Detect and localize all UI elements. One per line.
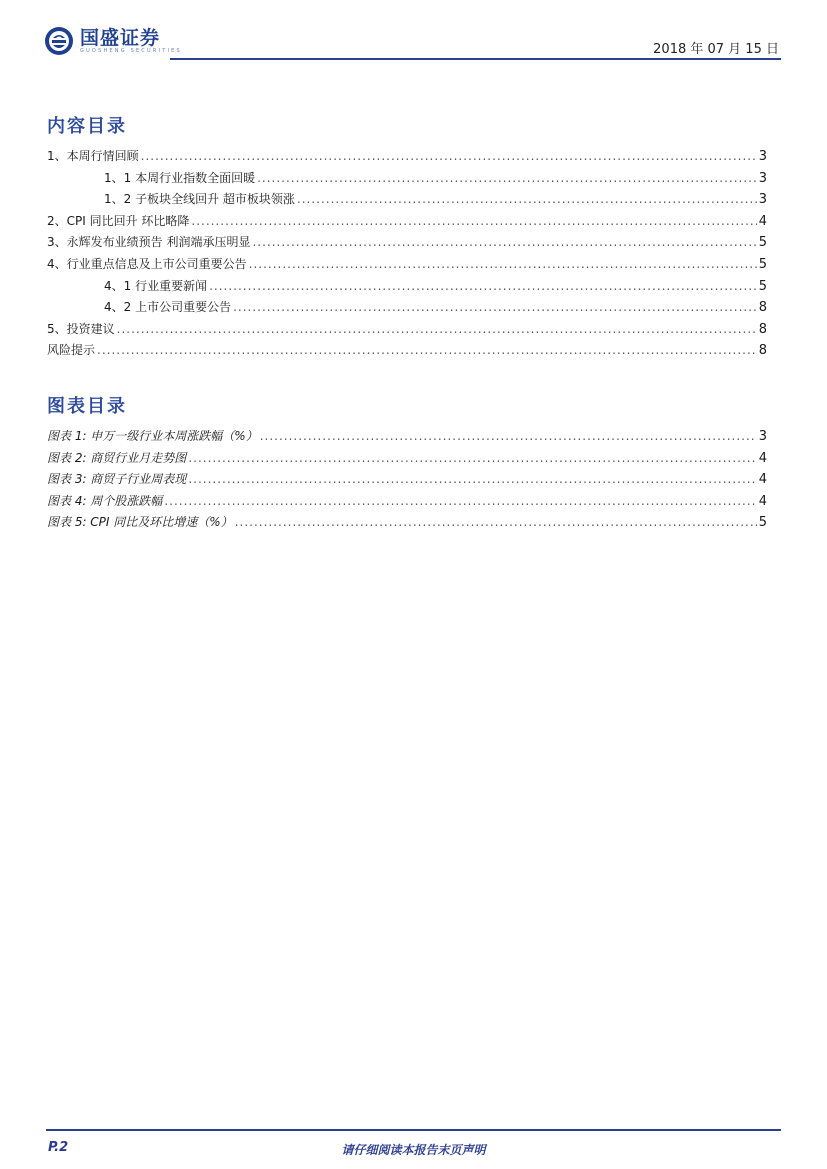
toc-entry-page-number: 3: [758, 170, 767, 186]
toc-entry[interactable]: [47, 277, 767, 299]
figure-entry[interactable]: [47, 492, 767, 514]
dot-leader: [233, 300, 757, 314]
contents-list: [47, 147, 767, 363]
dot-leader: [252, 235, 756, 249]
report-date: 2018 年 07 月 15 日: [653, 42, 779, 57]
guosheng-logo-icon: [44, 26, 74, 56]
figure-entry-label: 图表 3: 商贸子行业周表现: [47, 472, 187, 487]
contents-title: 内容目录: [47, 116, 127, 137]
toc-entry-label: 4、1 行业重要新闻: [104, 278, 208, 293]
toc-entry[interactable]: [47, 147, 767, 169]
company-logo: [44, 26, 182, 56]
disclaimer-note: 请仔细阅读本报告末页声明: [341, 1143, 486, 1157]
figure-entry-page-number: 4: [758, 450, 767, 466]
figure-entry[interactable]: [47, 449, 767, 471]
toc-entry[interactable]: [47, 255, 767, 277]
toc-entry[interactable]: [47, 320, 767, 342]
toc-entry-label: 1、1 本周行业指数全面回暖: [104, 170, 256, 185]
figure-entry-page-number: 5: [758, 515, 767, 531]
footer-divider: [46, 1129, 781, 1131]
figures-list: [47, 427, 767, 535]
dot-leader: [117, 322, 757, 336]
figures-title: 图表目录: [47, 396, 127, 417]
dot-leader: [188, 451, 756, 465]
toc-entry-label: 2、CPI 同比回升 环比略降: [47, 213, 190, 228]
dot-leader: [97, 343, 757, 357]
figure-entry-label: 图表 1: 申万一级行业本周涨跌幅（%）: [47, 429, 258, 443]
toc-entry-label: 风险提示: [47, 343, 96, 358]
dot-leader: [257, 171, 757, 185]
dot-leader: [235, 515, 757, 529]
figure-entry-page-number: 4: [758, 493, 767, 509]
dot-leader: [141, 149, 757, 163]
dot-leader: [164, 494, 756, 508]
figure-entry[interactable]: [47, 513, 767, 535]
dot-leader: [260, 429, 757, 443]
dot-leader: [249, 257, 757, 271]
toc-entry-page-number: 8: [758, 343, 767, 359]
toc-entry-page-number: 5: [758, 256, 767, 272]
header-divider: [170, 58, 781, 60]
dot-leader: [209, 279, 757, 293]
figure-entry[interactable]: [47, 427, 767, 449]
toc-entry-page-number: 3: [758, 192, 767, 208]
toc-entry-label: 5、投资建议: [47, 321, 115, 336]
logo-english-name: GUOSHENG SECURITIES: [80, 47, 182, 54]
figure-entry-label: 图表 5: CPI 同比及环比增速（%）: [47, 515, 233, 530]
toc-entry[interactable]: [47, 233, 767, 255]
toc-entry[interactable]: [47, 341, 767, 363]
toc-entry-page-number: 5: [758, 278, 767, 294]
toc-entry-label: 1、本周行情回顾: [47, 149, 139, 163]
page-header: [0, 0, 827, 64]
toc-entry-page-number: 8: [758, 321, 767, 337]
toc-entry[interactable]: [47, 169, 767, 191]
toc-entry[interactable]: [47, 298, 767, 320]
dot-leader: [188, 472, 756, 486]
figure-entry-label: 图表 2: 商贸行业月走势图: [47, 450, 187, 465]
figure-entry-label: 图表 4: 周个股涨跌幅: [47, 493, 163, 508]
toc-entry-page-number: 4: [758, 213, 767, 229]
toc-entry-label: 1、2 子板块全线回升 超市板块领涨: [104, 192, 295, 207]
toc-entry[interactable]: [47, 212, 767, 234]
figure-entry[interactable]: [47, 470, 767, 492]
page-number: P.2: [48, 1140, 69, 1155]
toc-entry[interactable]: [47, 190, 767, 212]
toc-entry-label: 3、永辉发布业绩预告 利润端承压明显: [47, 235, 251, 250]
toc-entry-label: 4、行业重点信息及上市公司重要公告: [47, 256, 247, 271]
dot-leader: [297, 192, 757, 206]
toc-entry-page-number: 5: [758, 235, 767, 251]
dot-leader: [191, 214, 756, 228]
figure-entry-page-number: 3: [758, 429, 767, 444]
figure-entry-page-number: 4: [758, 472, 767, 488]
toc-entry-label: 4、2 上市公司重要公告: [104, 300, 232, 315]
toc-entry-page-number: 8: [758, 300, 767, 316]
logo-chinese-name: 国盛证券: [80, 26, 161, 49]
toc-entry-page-number: 3: [758, 149, 767, 164]
